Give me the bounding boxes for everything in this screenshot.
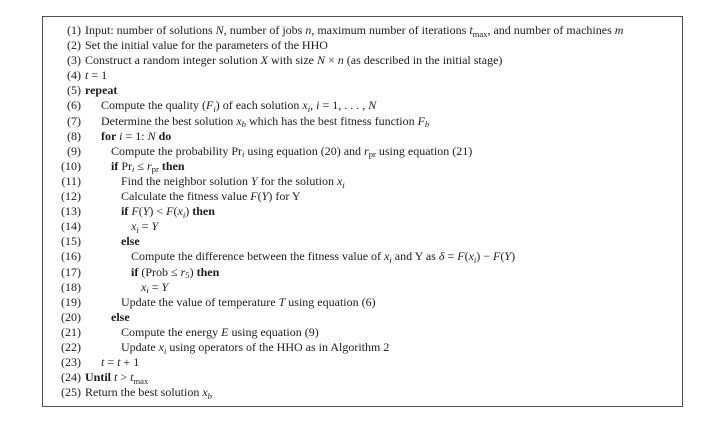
line-text: Return the best solution $x_b$ (85, 385, 212, 401)
line-number: (7) (67, 113, 81, 128)
algorithm-line (51, 310, 676, 325)
line-number: (11) (61, 173, 81, 188)
line-number: (19) (61, 294, 81, 309)
line-text: Until $t > t_{max}$ (85, 370, 149, 386)
line-number: (21) (61, 324, 81, 339)
line-number: (13) (61, 204, 81, 219)
line-text: Calculate the fitness value F(Y) for Y (121, 189, 301, 204)
line-number: (15) (61, 234, 81, 249)
line-number: (6) (67, 98, 81, 113)
algorithm-line (51, 340, 676, 355)
line-text: $x_i = Y$ (141, 279, 169, 296)
line-number: (12) (61, 189, 81, 204)
line-number: (3) (67, 53, 81, 68)
line-text: Find the neighbor solution Y for the solution $x_i$ (121, 173, 345, 190)
algorithm-line (51, 219, 676, 234)
line-text: t = 1 (85, 68, 108, 83)
algorithm-line (51, 174, 676, 189)
line-number: (1) (67, 23, 81, 37)
line-text: Set the initial value for the parameters of the HHO (85, 38, 328, 53)
algorithm-line (51, 234, 676, 249)
line-number: (9) (67, 143, 81, 158)
line-text: for i = 1: N do (101, 128, 172, 143)
algorithm-line (51, 280, 676, 295)
algorithm-line (51, 189, 676, 204)
algorithm-line (51, 385, 676, 400)
line-text: Construct a random integer solution X with size N × n (as described in the initial stage) (85, 53, 503, 68)
algorithm-line (51, 265, 676, 280)
line-number: (4) (67, 68, 81, 83)
algorithm-line (51, 98, 676, 113)
line-text: else (111, 309, 130, 324)
line-number: (14) (61, 219, 81, 234)
algorithm-line (51, 370, 676, 385)
line-number: (8) (67, 128, 81, 143)
line-number: (24) (61, 370, 81, 385)
line-number: (23) (61, 355, 81, 370)
line-text: Compute the probability $Pr_i$ using equation (20) and $r_{pr}$ using equation (21) (111, 143, 473, 160)
algorithm-line (51, 68, 676, 83)
algorithm-line (51, 23, 676, 38)
algorithm-line (51, 355, 676, 370)
algorithm-line (51, 114, 676, 129)
line-number: (10) (61, 158, 81, 173)
line-text: Determine the best solution $x_b$ which has the best fitness function $F_b$ (101, 113, 430, 130)
algorithm-line (51, 159, 676, 174)
line-number: (18) (61, 279, 81, 294)
line-text: if $F(Y) < F(x_i)$ then (121, 204, 215, 220)
line-number: (20) (61, 309, 81, 324)
line-text: repeat (85, 83, 118, 98)
algorithm-line (51, 325, 676, 340)
algorithm-line (51, 144, 676, 159)
algorithm-line (51, 129, 676, 144)
algorithm-line (51, 83, 676, 98)
algorithm-line (51, 204, 676, 219)
line-number: (22) (61, 339, 81, 354)
line-text: else (121, 234, 140, 249)
line-text: Update $x_i$ using operators of the HHO as in Algorithm 2 (121, 339, 390, 356)
line-text: Input: number of solutions N, number of jobs n, maximum number of iterations $t_{max}$, and number of machines m (85, 23, 624, 39)
algorithm-lines (51, 23, 676, 400)
line-text: $x_i = Y$ (131, 219, 159, 235)
line-text: if (Prob ≤ $r_5$) then (131, 264, 220, 281)
line-number: (2) (67, 38, 81, 53)
line-text: if $Pr_i \le r_{pr}$ then (111, 158, 185, 175)
line-text: t = t + 1 (101, 355, 140, 370)
line-text: Compute the energy E using equation (9) (121, 324, 319, 339)
line-number: (17) (61, 264, 81, 279)
line-number: (25) (61, 385, 81, 400)
algorithm-line (51, 53, 676, 68)
algorithm-box (42, 16, 683, 407)
algorithm-line (51, 249, 676, 264)
algorithm-line (51, 295, 676, 310)
line-text: Compute the quality $(F_i)$ of each solution $x_i$, i = 1, . . . , N (101, 98, 377, 115)
line-text: Update the value of temperature T using equation (6) (121, 294, 376, 309)
line-number: (5) (67, 83, 81, 98)
algorithm-line (51, 38, 676, 53)
line-text: Compute the difference between the fitness value of $x_i$ and Y as $\delta = F(x_i) - F(Y)$ (131, 249, 516, 265)
line-number: (16) (61, 249, 81, 264)
